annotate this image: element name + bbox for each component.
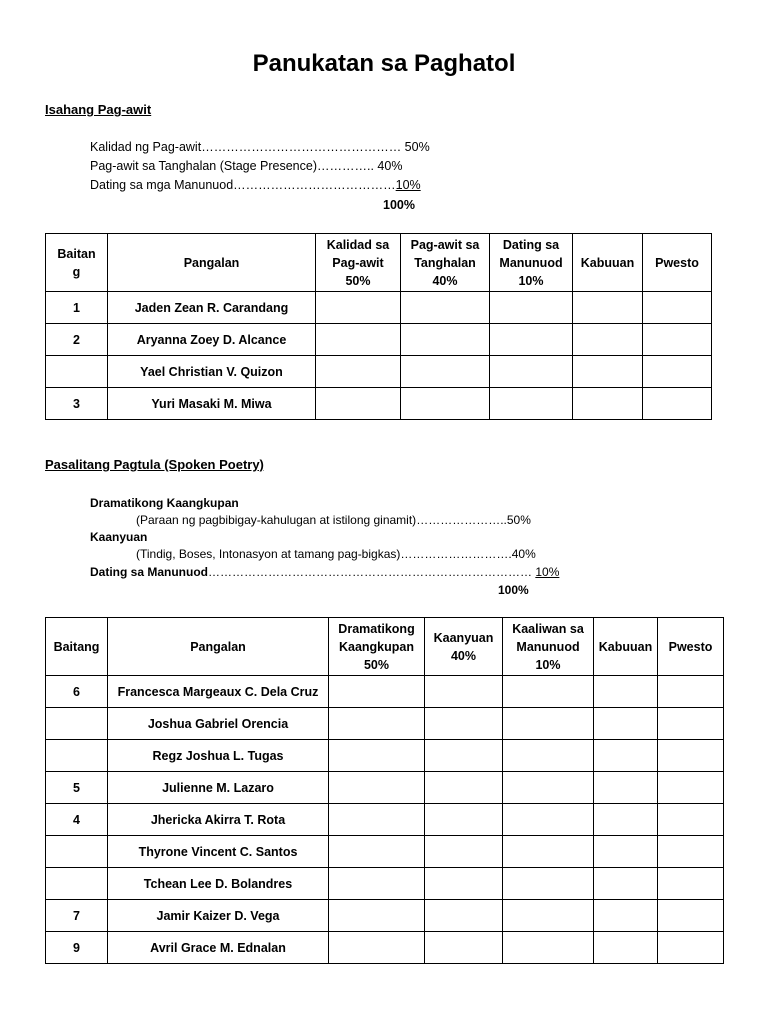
header-criterion-3: Dating sa Manunuod 10%: [490, 234, 573, 292]
header-criterion-1: Dramatikong Kaangkupan 50%: [329, 618, 425, 676]
place-cell[interactable]: [658, 740, 724, 772]
rank-cell: 9: [46, 932, 108, 964]
place-cell[interactable]: [658, 836, 724, 868]
table-row: [46, 836, 724, 868]
criterion-line: [90, 140, 430, 154]
header-place: Pwesto: [643, 234, 712, 292]
criterion-label: Kalidad ng Pag-awit: [90, 140, 202, 154]
total-cell[interactable]: [594, 708, 658, 740]
score-cell[interactable]: [503, 900, 594, 932]
criterion-label: Pag-awit sa Tanghalan (Stage Presence): [90, 159, 317, 173]
name-cell: Regz Joshua L. Tugas: [108, 740, 329, 772]
score-cell[interactable]: [425, 932, 503, 964]
total-cell[interactable]: [594, 836, 658, 868]
score-cell[interactable]: [329, 804, 425, 836]
score-cell[interactable]: [425, 900, 503, 932]
criterion-dots: …………………………………………: [201, 140, 405, 154]
table-row: [46, 324, 712, 356]
score-cell[interactable]: [490, 292, 573, 324]
score-cell[interactable]: [503, 836, 594, 868]
criterion-dots: …………………………………: [233, 178, 396, 192]
place-cell[interactable]: [658, 708, 724, 740]
header-criterion-3: Kaaliwan sa Manunuod 10%: [503, 618, 594, 676]
criterion-line: [90, 178, 421, 192]
score-cell[interactable]: [329, 868, 425, 900]
header-total: Kabuuan: [594, 618, 658, 676]
table-row: [46, 292, 712, 324]
criterion-value: 10%: [535, 565, 560, 579]
criterion-line: [90, 565, 559, 579]
score-cell[interactable]: [425, 868, 503, 900]
score-cell[interactable]: [316, 324, 401, 356]
table-row: [46, 900, 724, 932]
criterion-detail: (Tindig, Boses, Intonasyon at tamang pag-bigkas): [136, 547, 401, 561]
header-criterion-2: Pag-awit sa Tanghalan 40%: [401, 234, 490, 292]
place-cell[interactable]: [643, 356, 712, 388]
name-cell: Jhericka Akirra T. Rota: [108, 804, 329, 836]
total-cell[interactable]: [594, 804, 658, 836]
score-table-singing: [45, 233, 712, 420]
table-row: [46, 868, 724, 900]
score-cell[interactable]: [329, 932, 425, 964]
table-row: [46, 932, 724, 964]
place-cell[interactable]: [643, 292, 712, 324]
criterion-value: 40%: [377, 159, 403, 173]
header-place: Pwesto: [658, 618, 724, 676]
header-rank: Baitang: [46, 618, 108, 676]
criterion-dots: …………..: [317, 159, 378, 173]
name-cell: Joshua Gabriel Orencia: [108, 708, 329, 740]
criterion-dots: …………………..: [416, 513, 507, 527]
total-cell[interactable]: [594, 868, 658, 900]
name-cell: Yuri Masaki M. Miwa: [108, 388, 316, 420]
rank-cell: 7: [46, 900, 108, 932]
criterion-dots: ………………………………………………………………………: [208, 565, 536, 579]
table-row: [46, 356, 712, 388]
place-cell[interactable]: [643, 324, 712, 356]
rank-cell: 1: [46, 292, 108, 324]
criterion-label: Dating sa mga Manunuod: [90, 178, 234, 192]
name-cell: Thyrone Vincent C. Santos: [108, 836, 329, 868]
score-cell[interactable]: [490, 324, 573, 356]
total-cell[interactable]: [573, 324, 643, 356]
score-cell[interactable]: [329, 900, 425, 932]
criterion-value: 40%: [511, 547, 536, 561]
rank-cell: [46, 356, 108, 388]
section-heading-singing: Isahang Pag-awit: [45, 102, 152, 117]
score-cell[interactable]: [329, 836, 425, 868]
table-row: [46, 804, 724, 836]
criterion-detail: (Paraan ng pagbibigay-kahulugan at istilong ginamit): [136, 513, 417, 527]
score-cell[interactable]: [425, 676, 503, 708]
header-total: Kabuuan: [573, 234, 643, 292]
score-cell[interactable]: [316, 388, 401, 420]
score-cell[interactable]: [425, 836, 503, 868]
score-cell[interactable]: [401, 324, 490, 356]
rank-cell: 2: [46, 324, 108, 356]
criteria-total: 100%: [498, 583, 529, 597]
score-cell[interactable]: [329, 708, 425, 740]
score-cell[interactable]: [503, 932, 594, 964]
place-cell[interactable]: [658, 804, 724, 836]
criterion-value: 10%: [395, 178, 421, 192]
total-cell[interactable]: [594, 772, 658, 804]
place-cell[interactable]: [658, 868, 724, 900]
criteria-total: 100%: [383, 198, 415, 212]
criterion-label: Dramatikong Kaangkupan: [90, 496, 239, 510]
name-cell: Aryanna Zoey D. Alcance: [108, 324, 316, 356]
header-criterion-2: Kaanyuan 40%: [425, 618, 503, 676]
total-cell[interactable]: [573, 388, 643, 420]
name-cell: Francesca Margeaux C. Dela Cruz: [108, 676, 329, 708]
score-cell[interactable]: [503, 868, 594, 900]
score-cell[interactable]: [490, 356, 573, 388]
score-cell[interactable]: [425, 740, 503, 772]
name-cell: Jaden Zean R. Carandang: [108, 292, 316, 324]
score-cell[interactable]: [503, 676, 594, 708]
total-cell[interactable]: [594, 932, 658, 964]
name-cell: Avril Grace M. Ednalan: [108, 932, 329, 964]
page-title: Panukatan sa Paghatol: [252, 50, 516, 77]
table-header-row: [46, 618, 724, 676]
criterion-line: [90, 159, 402, 173]
criterion-line: [136, 513, 531, 527]
score-cell[interactable]: [503, 708, 594, 740]
criterion-label: Dating sa Manunuod: [90, 565, 208, 579]
score-cell[interactable]: [329, 772, 425, 804]
criterion-value: 50%: [404, 140, 430, 154]
total-cell[interactable]: [573, 356, 643, 388]
score-cell[interactable]: [490, 388, 573, 420]
place-cell[interactable]: [658, 900, 724, 932]
score-cell[interactable]: [503, 804, 594, 836]
table-row: [46, 772, 724, 804]
score-cell[interactable]: [329, 740, 425, 772]
score-cell[interactable]: [401, 388, 490, 420]
score-cell[interactable]: [503, 772, 594, 804]
name-cell: Tchean Lee D. Bolandres: [108, 868, 329, 900]
criterion-line: [136, 547, 536, 561]
rank-cell: [46, 708, 108, 740]
score-cell[interactable]: [425, 708, 503, 740]
name-cell: Jamir Kaizer D. Vega: [108, 900, 329, 932]
header-rank: Baitan g: [46, 234, 108, 292]
score-cell[interactable]: [503, 740, 594, 772]
score-cell[interactable]: [316, 356, 401, 388]
table-row: [46, 740, 724, 772]
rank-cell: [46, 836, 108, 868]
score-cell[interactable]: [401, 292, 490, 324]
name-cell: Julienne M. Lazaro: [108, 772, 329, 804]
total-cell[interactable]: [573, 292, 643, 324]
score-cell[interactable]: [425, 772, 503, 804]
table-header-row: [46, 234, 712, 292]
criterion-value: 50%: [506, 513, 531, 527]
score-cell[interactable]: [401, 356, 490, 388]
score-cell[interactable]: [316, 292, 401, 324]
rank-cell: 5: [46, 772, 108, 804]
place-cell[interactable]: [658, 676, 724, 708]
name-cell: Yael Christian V. Quizon: [108, 356, 316, 388]
header-name: Pangalan: [108, 234, 316, 292]
criterion-label: Kaanyuan: [90, 530, 148, 544]
total-cell[interactable]: [594, 676, 658, 708]
header-criterion-1: Kalidad sa Pag-awit 50%: [316, 234, 401, 292]
place-cell[interactable]: [658, 772, 724, 804]
rank-cell: 3: [46, 388, 108, 420]
rank-cell: 4: [46, 804, 108, 836]
rank-cell: 6: [46, 676, 108, 708]
rank-cell: [46, 740, 108, 772]
score-cell[interactable]: [329, 676, 425, 708]
criterion-dots: ……………………….: [400, 547, 512, 561]
place-cell[interactable]: [658, 932, 724, 964]
total-cell[interactable]: [594, 740, 658, 772]
place-cell[interactable]: [643, 388, 712, 420]
total-cell[interactable]: [594, 900, 658, 932]
section-heading-poetry: Pasalitang Pagtula (Spoken Poetry): [45, 457, 264, 472]
score-table-poetry: [45, 617, 724, 964]
rank-cell: [46, 868, 108, 900]
table-row: [46, 676, 724, 708]
table-row: [46, 388, 712, 420]
header-name: Pangalan: [108, 618, 329, 676]
table-row: [46, 708, 724, 740]
score-cell[interactable]: [425, 804, 503, 836]
